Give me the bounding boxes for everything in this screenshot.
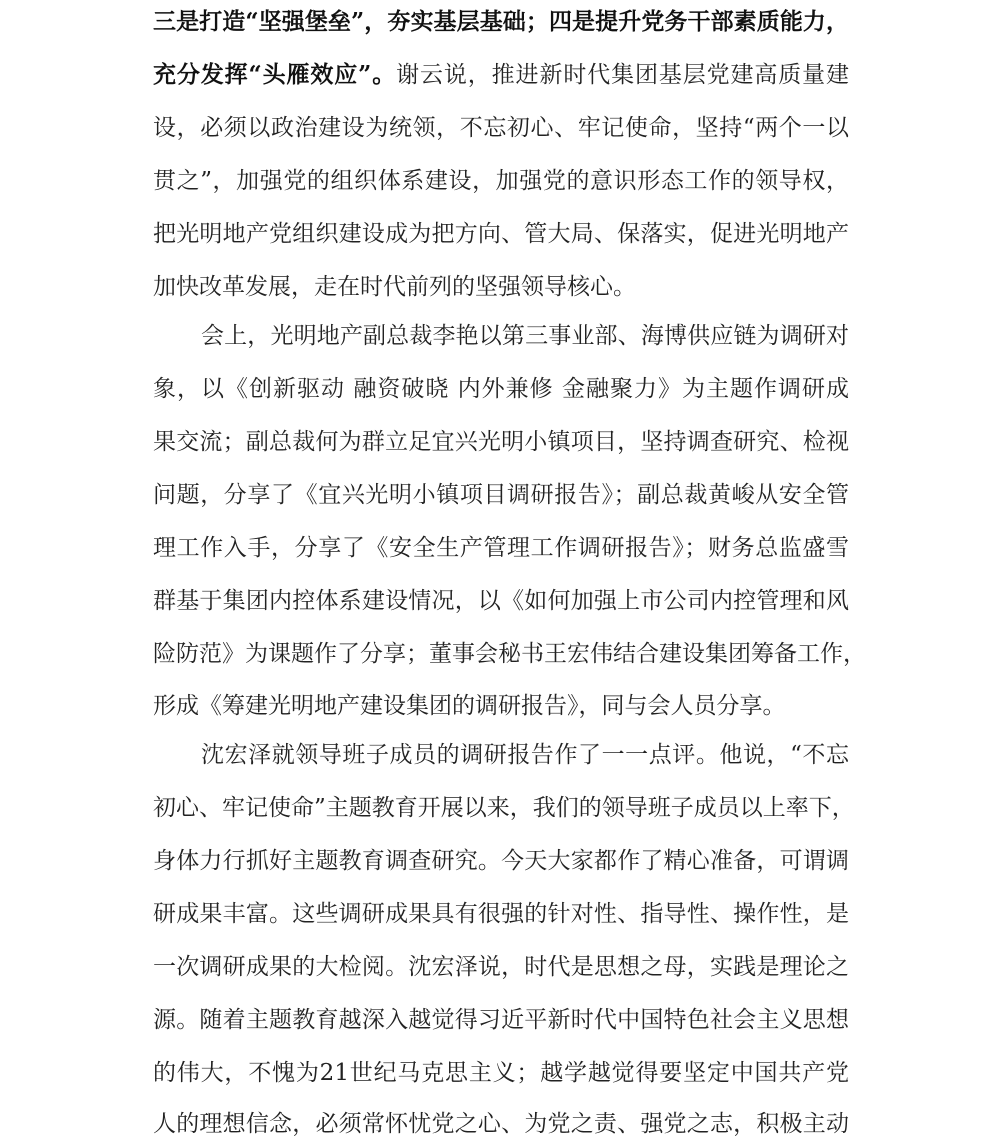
text-line: 身体力行抓好主题教育调查研究。今天大家都作了精心准备，可谓调 xyxy=(153,848,849,874)
text-line: 初心、牢记使命”主题教育开展以来，我们的领导班子成员以上率下， xyxy=(153,795,855,821)
text-line: 一次调研成果的大检阅。沈宏泽说，时代是思想之母，实践是理论之 xyxy=(153,954,849,980)
text-line: 设，必须以政治建设为统领，不忘初心、牢记使命，坚持“两个一以 xyxy=(153,115,849,141)
text-line: 群基于集团内控体系建设情况，以《如何加强上市公司内控管理和风 xyxy=(153,588,849,614)
bold-phrase: 充分发挥“头雁效应”。 xyxy=(153,61,397,88)
text-line: 问题，分享了《宜兴光明小镇项目调研报告》；副总裁黄峻从安全管 xyxy=(153,482,849,508)
text-line: 源。随着主题教育越深入越觉得习近平新时代中国特色社会主义思想 xyxy=(153,1007,849,1033)
text-line: 形成《筹建光明地产建设集团的调研报告》，同与会人员分享。 xyxy=(153,693,786,719)
text-line: 研成果丰富。这些调研成果具有很强的针对性、指导性、操作性，是 xyxy=(153,901,849,927)
text-line: 会上，光明地产副总裁李艳以第三事业部、海博供应链为调研对 xyxy=(201,323,849,349)
text-line: 把光明地产党组织建设成为把方向、管大局、保落实，促进光明地产 xyxy=(153,221,849,247)
text-line: 的伟大，不愧为21世纪马克思主义；越学越觉得要坚定中国共产党 xyxy=(153,1060,849,1086)
text-line: 加快改革发展，走在时代前列的坚强领导核心。 xyxy=(153,274,636,300)
text-line: 三是打造“坚强堡垒”，夯实基层基础；四是提升党务干部素质能力， xyxy=(153,8,849,35)
text-line: 充分发挥“头雁效应”。谢云说，推进新时代集团基层党建高质量建 xyxy=(153,61,850,88)
text-line: 人的理想信念，必须常怀忧党之心、为党之责、强党之志，积极主动 xyxy=(153,1111,849,1137)
text-line: 象，以《创新驱动 融资破晓 内外兼修 金融聚力》为主题作调研成 xyxy=(153,376,849,402)
text-line: 沈宏泽就领导班子成员的调研报告作了一一点评。他说，“不忘 xyxy=(201,742,849,768)
text-line: 果交流；副总裁何为群立足宜兴光明小镇项目，坚持调查研究、检视 xyxy=(153,429,849,455)
text-line: 贯之”，加强党的组织体系建设，加强党的意识形态工作的领导权， xyxy=(153,168,849,194)
text-line: 险防范》为课题作了分享；董事会秘书王宏伟结合建设集团筹备工作， xyxy=(153,641,866,667)
text-line: 理工作入手，分享了《安全生产管理工作调研报告》；财务总监盛雪 xyxy=(153,535,849,561)
